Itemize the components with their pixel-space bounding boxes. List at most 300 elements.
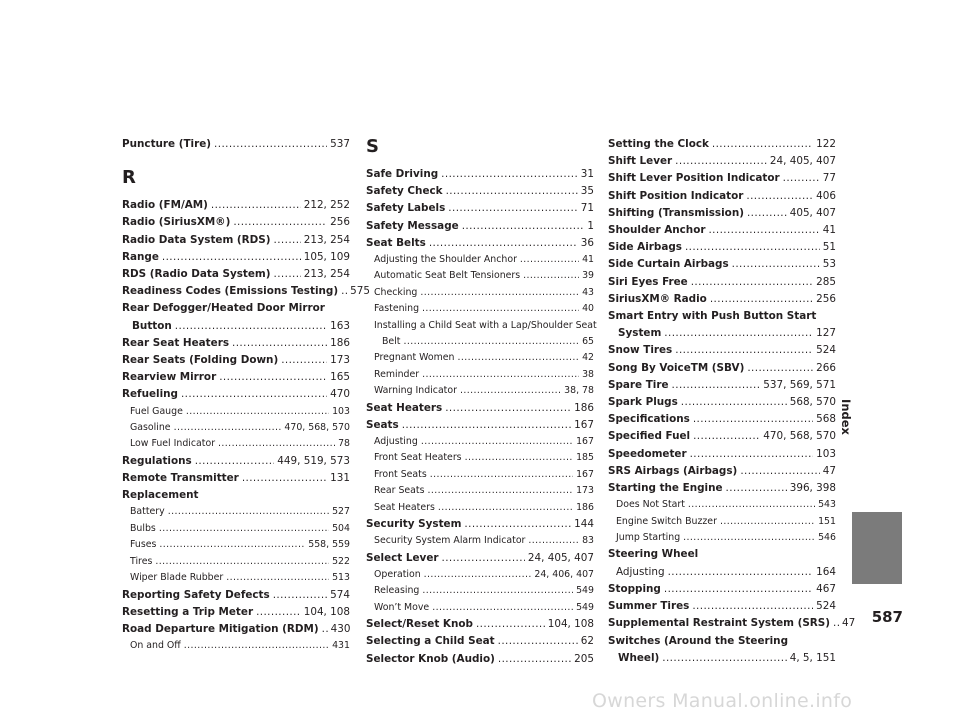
index-tab-label: Index	[839, 399, 854, 435]
dot-leader	[465, 450, 574, 466]
index-entry	[122, 300, 350, 334]
entry-title: System	[618, 327, 662, 340]
entry-row	[122, 604, 350, 621]
dot-leader	[683, 530, 815, 546]
entry-title: Pregnant Women	[374, 352, 455, 364]
entry-pages: 543	[818, 499, 836, 511]
index-entry	[122, 136, 350, 153]
dot-leader	[662, 650, 786, 667]
entry-title: Stopping	[608, 582, 661, 595]
entry-row	[130, 420, 350, 436]
entry-title: Remote Transmitter	[122, 472, 239, 485]
entry-pages: 77	[822, 172, 836, 185]
index-subentry	[366, 483, 594, 499]
index-subentry	[366, 567, 594, 583]
index-subentry	[366, 268, 594, 284]
entry-title: Installing a Child Seat with a Lap/Shoulder Seat	[374, 319, 597, 331]
index-entry	[608, 633, 836, 667]
entry-row	[366, 616, 594, 633]
entry-row	[374, 434, 594, 450]
index-entry	[608, 222, 836, 239]
entry-pages: 256	[330, 216, 350, 229]
entry-row	[608, 480, 836, 497]
entry-pages: 470, 568, 570	[763, 430, 836, 443]
entry-row	[374, 268, 594, 284]
entry-row	[374, 500, 594, 516]
entry-row	[608, 428, 836, 445]
index-entry	[366, 616, 594, 633]
entry-pages: 524	[816, 344, 836, 357]
entry-pages: 24, 405, 407	[527, 551, 594, 564]
dot-leader	[421, 434, 573, 450]
index-subentry	[366, 383, 594, 399]
entry-title: Selector Knob (Audio)	[366, 652, 495, 665]
entry-pages: 78	[338, 438, 350, 450]
entry-pages: 186	[574, 401, 594, 414]
index-entry	[122, 369, 350, 386]
dot-leader	[691, 274, 813, 291]
entry-pages: 406	[816, 189, 836, 202]
entry-row	[608, 239, 836, 256]
entry-title: Shift Lever	[608, 155, 673, 168]
entry-row	[374, 285, 594, 301]
entry-title: Regulations	[122, 454, 192, 467]
entry-title: Warning Indicator	[374, 385, 457, 397]
dot-leader	[688, 497, 815, 513]
entry-pages: 104, 108	[303, 605, 350, 618]
index-subentry	[366, 583, 594, 599]
index-entry	[366, 183, 594, 200]
entry-title: Smart Entry with Push Button Start	[608, 310, 817, 323]
dot-leader	[672, 377, 761, 394]
entry-row	[122, 283, 370, 300]
entry-pages: 39	[582, 270, 594, 282]
entry-title: Replacement	[122, 489, 199, 502]
entry-pages: 24, 405, 407	[769, 155, 836, 168]
entry-row	[616, 564, 836, 581]
entry-title: Gasoline	[130, 422, 171, 434]
dot-leader	[424, 567, 532, 583]
index-entry	[366, 400, 594, 417]
entry-pages: 205	[574, 652, 594, 665]
entry-row	[374, 567, 594, 583]
entry-title: Security System Alarm Indicator	[374, 535, 526, 547]
entry-row	[374, 367, 594, 383]
dot-leader	[168, 504, 329, 520]
dot-leader	[668, 564, 814, 581]
index-subentry	[366, 467, 594, 483]
entry-pages: 144	[574, 518, 594, 531]
entry-row	[122, 470, 350, 487]
dot-leader	[528, 533, 579, 549]
dot-leader	[498, 633, 578, 650]
dot-leader	[457, 350, 579, 366]
entry-row	[130, 504, 350, 520]
dot-leader	[462, 218, 585, 235]
dot-leader	[274, 266, 301, 283]
entry-title: Does Not Start	[616, 499, 685, 511]
entry-row	[608, 188, 836, 205]
dot-leader	[693, 411, 813, 428]
index-tab-label-box	[835, 372, 857, 462]
dot-leader	[233, 214, 327, 231]
index-subentry	[608, 564, 836, 581]
dot-leader	[664, 581, 813, 598]
entry-row	[366, 400, 594, 417]
dot-leader	[441, 166, 578, 183]
dot-leader	[403, 334, 579, 350]
index-entry	[608, 205, 836, 222]
entry-row	[608, 222, 836, 239]
entry-pages: 256	[816, 292, 836, 305]
entry-pages: 103	[816, 447, 836, 460]
dot-leader	[693, 428, 760, 445]
entry-row	[608, 446, 836, 463]
entry-title: Won’t Move	[374, 601, 430, 613]
index-entry	[366, 200, 594, 217]
index-entry	[122, 487, 350, 586]
entry-row	[374, 483, 594, 499]
entry-title: Operation	[374, 568, 421, 580]
index-entry	[122, 232, 350, 249]
entry-pages: 396, 398	[789, 482, 836, 495]
entry-row	[122, 621, 350, 638]
entry-row	[608, 256, 836, 273]
dot-leader	[232, 335, 327, 352]
dot-leader	[211, 197, 301, 214]
index-entry	[608, 188, 836, 205]
entry-row	[374, 252, 594, 268]
entry-row	[130, 404, 350, 420]
index-entry	[608, 463, 836, 480]
entry-title: Spare Tire	[608, 378, 669, 391]
dot-leader	[685, 239, 820, 256]
entry-pages: 558, 559	[308, 539, 350, 551]
dot-leader	[446, 183, 578, 200]
entry-title: Range	[122, 250, 159, 263]
entry-title: Fastening	[374, 303, 420, 315]
dot-leader	[184, 638, 329, 654]
index-subentry	[122, 537, 350, 553]
entry-row	[374, 533, 594, 549]
entry-row	[122, 214, 350, 231]
index-entry	[366, 235, 597, 400]
entry-pages: 151	[818, 515, 836, 527]
entry-title: Reporting Safety Defects	[122, 588, 270, 601]
entry-title: SRS Airbags (Airbags)	[608, 464, 738, 477]
dot-leader	[664, 325, 813, 342]
index-entry	[608, 308, 836, 342]
dot-leader	[747, 205, 787, 222]
entry-title: Front Seat Heaters	[374, 452, 462, 464]
dot-leader	[476, 616, 545, 633]
entry-row	[122, 369, 350, 386]
dot-leader	[498, 651, 571, 668]
dot-leader	[833, 615, 839, 632]
entry-pages: 405, 407	[789, 206, 836, 219]
index-subentry	[122, 404, 350, 420]
entry-row	[608, 394, 836, 411]
dot-leader	[159, 521, 329, 537]
dot-leader	[195, 453, 275, 470]
entry-row	[608, 615, 856, 632]
index-entry	[122, 335, 350, 352]
dot-leader	[174, 420, 282, 436]
entry-pages: 35	[580, 185, 594, 198]
dot-leader	[747, 360, 813, 377]
entry-title: Road Departure Mitigation (RDM)	[122, 622, 319, 635]
entry-pages: 167	[576, 468, 594, 480]
entry-title: Spark Plugs	[608, 396, 678, 409]
entry-pages: 38	[582, 368, 594, 380]
index-subentry	[608, 497, 836, 513]
entry-row	[122, 386, 350, 403]
index-subentry	[122, 570, 350, 586]
dot-leader	[402, 417, 571, 434]
entry-pages: 167	[576, 436, 594, 448]
dot-leader	[710, 291, 813, 308]
index-subentry	[122, 638, 350, 654]
dot-leader	[274, 232, 301, 249]
entry-title: Fuses	[130, 539, 157, 551]
dot-leader	[219, 369, 327, 386]
dot-leader	[214, 136, 327, 153]
entry-pages: 524	[816, 600, 836, 613]
index-subentry	[366, 252, 594, 268]
watermark: Owners Manual.online.info	[592, 690, 853, 712]
entry-row	[122, 249, 350, 266]
entry-row	[122, 335, 350, 352]
section-letter: S	[366, 136, 379, 157]
entry-pages: 103	[332, 405, 350, 417]
entry-pages: 122	[816, 138, 836, 150]
entry-row	[130, 554, 350, 570]
entry-row	[130, 570, 350, 586]
entry-title: Refueling	[122, 388, 178, 401]
entry-title: Side Curtain Airbags	[608, 258, 729, 271]
dot-leader	[281, 352, 327, 369]
entry-row	[130, 537, 350, 553]
entry-row	[616, 514, 836, 530]
entry-title: Fuel Gauge	[130, 405, 183, 417]
entry-row	[608, 291, 836, 308]
index-entry	[122, 386, 350, 452]
dot-leader	[422, 367, 579, 383]
index-subentry	[122, 554, 350, 570]
entry-title: Summer Tires	[608, 600, 690, 613]
entry-title: Supplemental Restraint System (SRS)	[608, 617, 831, 630]
entry-pages: 1	[587, 219, 594, 232]
entry-title: Select/Reset Knob	[366, 618, 473, 631]
index-entry	[608, 342, 836, 359]
index-entry	[122, 352, 350, 369]
dot-leader	[256, 604, 301, 621]
index-subentry	[366, 301, 594, 317]
dot-leader	[427, 483, 573, 499]
index-entry	[608, 153, 836, 170]
entry-pages: 62	[580, 635, 594, 648]
dot-leader	[175, 318, 327, 335]
entry-title: Adjusting	[374, 436, 418, 448]
dot-leader	[464, 516, 571, 533]
entry-pages: 186	[330, 336, 350, 349]
entry-pages: 65	[582, 336, 594, 348]
dot-leader	[740, 463, 819, 480]
index-entry	[608, 291, 836, 308]
entry-pages: 568	[816, 413, 836, 426]
entry-pages: 4, 5, 151	[789, 651, 836, 664]
entry-title: Rear Seats	[374, 485, 425, 497]
entry-pages: 53	[822, 258, 836, 271]
entry-pages: 127	[816, 327, 836, 340]
entry-row	[608, 274, 836, 291]
index-entry	[608, 446, 836, 463]
entry-title: Security System	[366, 518, 462, 531]
section-letter: R	[122, 167, 136, 189]
entry-title: Rear Seats (Folding Down)	[122, 354, 279, 367]
entry-pages: 24, 406, 407	[534, 568, 594, 580]
entry-title: Rear Defogger/Heated Door Mirror	[122, 302, 325, 315]
entry-title: Jump Starting	[616, 532, 681, 544]
index-entry	[608, 239, 836, 256]
index-entry	[608, 615, 856, 632]
entry-title: Rearview Mirror	[122, 371, 217, 384]
page-number: 587	[871, 608, 903, 626]
dot-leader	[159, 537, 305, 553]
entry-title: Automatic Seat Belt Tensioners	[374, 270, 521, 282]
entry-pages: 165	[330, 371, 350, 384]
entry-pages: 104, 108	[547, 618, 594, 631]
entry-title: Safety Message	[366, 219, 459, 232]
entry-pages: 574	[330, 588, 350, 601]
index-entry-list	[122, 197, 370, 654]
entry-pages: 83	[582, 535, 594, 547]
entry-title: Puncture (Tire)	[122, 138, 212, 150]
entry-row	[122, 453, 350, 470]
index-entry	[366, 516, 594, 550]
index-subentry	[122, 420, 350, 436]
entry-row	[122, 266, 350, 283]
entry-row	[366, 166, 594, 183]
index-entry	[608, 136, 836, 153]
entry-pages: 266	[816, 361, 836, 374]
dot-leader	[218, 436, 335, 452]
entry-title: Tires	[130, 555, 153, 567]
entry-pages: 47	[842, 617, 856, 630]
entry-title: Select Lever	[366, 551, 439, 564]
dot-leader	[226, 570, 329, 586]
entry-pages: 537, 569, 571	[763, 378, 836, 391]
index-subentry	[122, 521, 350, 537]
entry-row	[608, 153, 836, 170]
dot-leader	[523, 268, 579, 284]
dot-leader	[460, 383, 561, 399]
entry-title: Safety Labels	[366, 202, 446, 215]
entry-pages: 164	[816, 565, 836, 578]
dot-leader	[675, 342, 813, 359]
index-entry	[608, 394, 836, 411]
entry-pages: 212, 252	[303, 199, 350, 212]
dot-leader	[430, 467, 573, 483]
dot-leader	[681, 394, 787, 411]
index-subentry	[122, 436, 350, 452]
entry-row	[130, 436, 350, 452]
entry-row	[608, 170, 836, 187]
entry-title: Seats	[366, 418, 399, 431]
dot-leader	[322, 621, 328, 638]
index-subentry	[366, 533, 594, 549]
entry-pages: 575	[350, 285, 370, 298]
entry-title: Snow Tires	[608, 344, 673, 357]
index-entry	[366, 651, 594, 668]
entry-title: Readiness Codes (Emissions Testing)	[122, 285, 339, 298]
entry-row	[366, 550, 594, 567]
entry-title: Side Airbags	[608, 241, 682, 254]
index-column-2	[366, 136, 597, 668]
dot-leader	[181, 386, 327, 403]
index-entry	[366, 550, 594, 616]
index-entry	[122, 214, 350, 231]
entry-title: Steering Wheel	[608, 548, 699, 561]
index-subentry	[366, 285, 594, 301]
entry-row	[130, 638, 350, 654]
index-subentry	[366, 500, 594, 516]
entry-title: Specified Fuel	[608, 430, 691, 443]
index-entry	[122, 197, 350, 214]
dot-leader	[783, 170, 820, 187]
entry-pages: 51	[822, 241, 836, 254]
index-subentry	[366, 450, 594, 466]
dot-leader	[712, 136, 813, 153]
entry-pages: 41	[582, 254, 594, 266]
entry-title: Starting the Engine	[608, 482, 723, 495]
dot-leader	[186, 404, 329, 420]
dot-leader	[448, 200, 577, 217]
index-entry	[122, 604, 350, 621]
entry-title: Switches (Around the Steering	[608, 634, 789, 647]
dot-leader	[432, 600, 573, 616]
dot-leader	[732, 256, 820, 273]
entry-row	[374, 600, 594, 616]
entry-pages: 43	[582, 286, 594, 298]
index-entry	[122, 621, 350, 655]
entry-row	[374, 350, 594, 366]
entry-title: Radio (SiriusXM®)	[122, 216, 231, 229]
entry-pages: 185	[576, 452, 594, 464]
entry-title: Shifting (Transmission)	[608, 206, 744, 219]
index-entry	[122, 470, 350, 487]
entry-title: RDS (Radio Data System)	[122, 268, 271, 281]
entry-title: Battery	[130, 506, 165, 518]
entry-pages: 285	[816, 275, 836, 288]
entry-pages: 431	[332, 640, 350, 652]
entry-row	[616, 530, 836, 546]
entry-row	[122, 197, 350, 214]
entry-title: Radio Data System (RDS)	[122, 233, 271, 246]
entry-row	[608, 650, 836, 667]
entry-pages: 131	[330, 472, 350, 485]
entry-row	[366, 218, 594, 235]
dot-leader	[675, 153, 767, 170]
entry-pages: 568, 570	[789, 396, 836, 409]
entry-title: Rear Seat Heaters	[122, 336, 230, 349]
index-subentry	[366, 600, 594, 616]
entry-title: Song By VoiceTM (SBV)	[608, 361, 745, 374]
entry-row	[608, 325, 836, 342]
entry-pages: 449, 519, 573	[277, 454, 350, 467]
entry-pages: 163	[330, 319, 350, 332]
entry-pages: 467	[816, 582, 836, 595]
